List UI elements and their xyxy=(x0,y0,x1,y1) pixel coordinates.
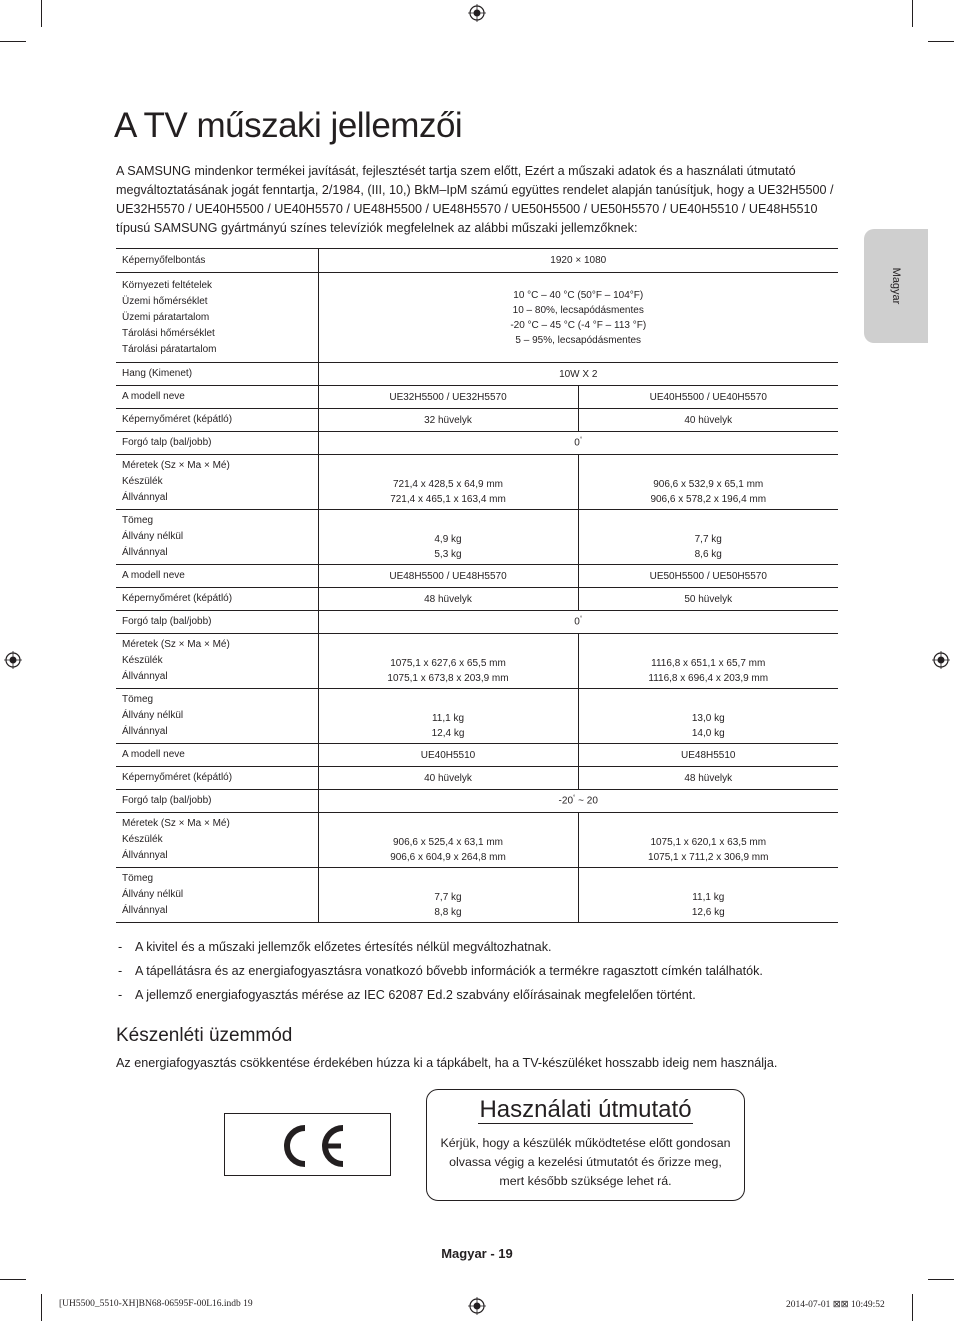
table-row xyxy=(116,363,838,386)
crop-mark-bottom-left-h xyxy=(0,1279,26,1280)
crop-mark-top-left-h xyxy=(0,41,26,42)
crop-mark-bottom-right-h xyxy=(928,1279,954,1280)
screen-size-value: 40 hüvelyk xyxy=(578,409,838,432)
screen-size-value: 48 hüvelyk xyxy=(578,767,838,790)
model-name-value: UE48H5510 xyxy=(578,744,838,767)
weight-values: 11,1 kg 12,4 kg xyxy=(318,689,578,744)
screen-size-value: 48 hüvelyk xyxy=(318,588,578,611)
crop-mark-top-right-h xyxy=(928,41,954,42)
model-name-label: A modell neve xyxy=(116,744,318,767)
model-name-label: A modell neve xyxy=(116,386,318,409)
crop-mark-top-left-v xyxy=(41,0,42,27)
swivel-label: Forgó talp (bal/jobb) xyxy=(116,790,318,813)
weight-labels: Tömeg Állvány nélkül Állvánnyal xyxy=(116,510,318,565)
table-row xyxy=(116,634,838,689)
table-row xyxy=(116,273,838,363)
table-row xyxy=(116,813,838,868)
weight-labels: Tömeg Állvány nélkül Állvánnyal xyxy=(116,868,318,923)
registration-mark-icon xyxy=(468,1297,486,1315)
footer-timestamp: 2014-07-01 ⊠⊠ 10:49:52 xyxy=(786,1300,885,1310)
resolution-label: Képernyőfelbontás xyxy=(116,249,318,273)
dimensions-labels: Méretek (Sz × Ma × Mé) Készülék Állvánnyal xyxy=(116,455,318,510)
swivel-label: Forgó talp (bal/jobb) xyxy=(116,611,318,634)
dimensions-values: 1075,1 x 627,6 x 65,5 mm 1075,1 x 673,8 x 203,9 mm xyxy=(318,634,578,689)
registration-mark-icon xyxy=(468,4,486,22)
model-name-value: UE40H5500 / UE40H5570 xyxy=(578,386,838,409)
user-manual-text: Kérjük, hogy a készülék működtetése előtt gondosan olvassa végig a kezelési útmutatót és őrizze meg, mert később szüksége lehet rá. xyxy=(440,1136,731,1188)
ce-mark-box xyxy=(224,1113,391,1176)
table-row xyxy=(116,767,838,790)
table-row xyxy=(116,249,838,273)
list-item: - A jellemző energiafogyasztás mérése az IEC 62087 Ed.2 szabvány előírásainak megfelelően történt. xyxy=(118,988,696,1002)
table-row xyxy=(116,409,838,432)
crop-mark-bottom-left-v xyxy=(41,1294,42,1321)
registration-mark-icon xyxy=(932,651,950,669)
dimensions-values: 721,4 x 428,5 x 64,9 mm 721,4 x 465,1 x 163,4 mm xyxy=(318,455,578,510)
model-name-value: UE32H5500 / UE32H5570 xyxy=(318,386,578,409)
spec-table xyxy=(116,248,838,923)
standby-section-text: Az energiafogyasztás csökkentése érdekében húzza ki a tápkábelt, ha a TV-készüléket hosszabb ideig nem használja. xyxy=(116,1056,778,1070)
ce-mark-icon xyxy=(275,1123,345,1169)
footer-file-info: [UH5500_5510-XH]BN68-06595F-00L16.indb 19 xyxy=(59,1299,253,1309)
weight-values: 13,0 kg 14,0 kg xyxy=(578,689,838,744)
dimensions-labels: Méretek (Sz × Ma × Mé) Készülék Állvánnyal xyxy=(116,634,318,689)
weight-values: 4,9 kg 5,3 kg xyxy=(318,510,578,565)
swivel-value: -20° ~ 20 xyxy=(318,790,838,813)
model-name-value: UE48H5500 / UE48H5570 xyxy=(318,565,578,588)
table-row xyxy=(116,386,838,409)
table-row xyxy=(116,790,838,813)
swivel-value: 0° xyxy=(318,432,838,455)
table-row xyxy=(116,689,838,744)
weight-values: 7,7 kg 8,8 kg xyxy=(318,868,578,923)
table-row xyxy=(116,611,838,634)
screen-size-value: 32 hüvelyk xyxy=(318,409,578,432)
swivel-label: Forgó talp (bal/jobb) xyxy=(116,432,318,455)
language-side-tab-label: Magyar xyxy=(890,267,902,305)
dimensions-labels: Méretek (Sz × Ma × Mé) Készülék Állvánnyal xyxy=(116,813,318,868)
registration-mark-icon xyxy=(4,651,22,669)
table-row xyxy=(116,455,838,510)
table-row xyxy=(116,510,838,565)
screen-size-label: Képernyőméret (képátló) xyxy=(116,588,318,611)
weight-values: 11,1 kg 12,6 kg xyxy=(578,868,838,923)
screen-size-value: 50 hüvelyk xyxy=(578,588,838,611)
screen-size-label: Képernyőméret (képátló) xyxy=(116,767,318,790)
user-manual-title: Használati útmutató xyxy=(479,1096,692,1123)
environment-labels: Környezeti feltételek Üzemi hőmérséklet Üzemi páratartalom Tárolási hőmérséklet Tárolási páratartalom xyxy=(116,273,318,363)
dimensions-values: 906,6 x 525,4 x 63,1 mm 906,6 x 604,9 x 264,8 mm xyxy=(318,813,578,868)
table-row xyxy=(116,588,838,611)
table-row xyxy=(116,868,838,923)
crop-mark-top-right-v xyxy=(912,0,913,27)
weight-values: 7,7 kg 8,6 kg xyxy=(578,510,838,565)
screen-size-label: Képernyőméret (képátló) xyxy=(116,409,318,432)
sound-label: Hang (Kimenet) xyxy=(116,363,318,386)
user-manual-box xyxy=(426,1089,745,1201)
screen-size-value: 40 hüvelyk xyxy=(318,767,578,790)
model-name-label: A modell neve xyxy=(116,565,318,588)
table-row xyxy=(116,432,838,455)
model-name-value: UE40H5510 xyxy=(318,744,578,767)
page-title: A TV műszaki jellemzői xyxy=(114,106,463,145)
swivel-value: 0° xyxy=(318,611,838,634)
weight-labels: Tömeg Állvány nélkül Állvánnyal xyxy=(116,689,318,744)
model-name-value: UE50H5500 / UE50H5570 xyxy=(578,565,838,588)
sound-value: 10W X 2 xyxy=(318,363,838,386)
resolution-value: 1920 × 1080 xyxy=(318,249,838,273)
dimensions-values: 1075,1 x 620,1 x 63,5 mm 1075,1 x 711,2 x 306,9 mm xyxy=(578,813,838,868)
intro-paragraph: A SAMSUNG mindenkor termékei javítását, fejlesztését tartja szem előtt, Ezért a műszaki adatok és a használati útmutató megváltoztatásának jogát fenntartja, 2/1984, (III, 10,) BkM–IpM számú együttes rendelet alapján tanúsítjuk, hogy a UE32H5500 / UE32H5570 / UE40H5500 / UE40H5570 / UE48H5500 / UE48H5570 / UE50H5500 / UE50H5570 / UE40H5510 / UE48H5510 típusú SAMSUNG gyártmányú színes televíziók megfelelnek az alábbi műszaki jellemzőknek: xyxy=(116,164,834,235)
list-item: - A kivitel és a műszaki jellemzők előzetes értesítés nélkül megváltozhatnak. xyxy=(118,940,552,954)
page-number: Magyar - 19 xyxy=(441,1246,513,1261)
language-side-tab xyxy=(864,229,928,343)
crop-mark-bottom-right-v xyxy=(912,1294,913,1321)
list-item: - A tápellátásra és az energiafogyasztásra vonatkozó bővebb információk a termékre ragasztott címkén találhatók. xyxy=(118,964,763,978)
table-row xyxy=(116,744,838,767)
table-row xyxy=(116,565,838,588)
dimensions-values: 1116,8 x 651,1 x 65,7 mm 1116,8 x 696,4 x 203,9 mm xyxy=(578,634,838,689)
dimensions-values: 906,6 x 532,9 x 65,1 mm 906,6 x 578,2 x 196,4 mm xyxy=(578,455,838,510)
standby-section-title: Készenléti üzemmód xyxy=(116,1025,293,1046)
environment-values: 10 °C – 40 °C (50°F – 104°F) 10 – 80%, lecsapódásmentes -20 °C – 45 °C (-4 °F – 113 °F) 5 – 95%, lecsapódásmentes xyxy=(318,273,838,363)
